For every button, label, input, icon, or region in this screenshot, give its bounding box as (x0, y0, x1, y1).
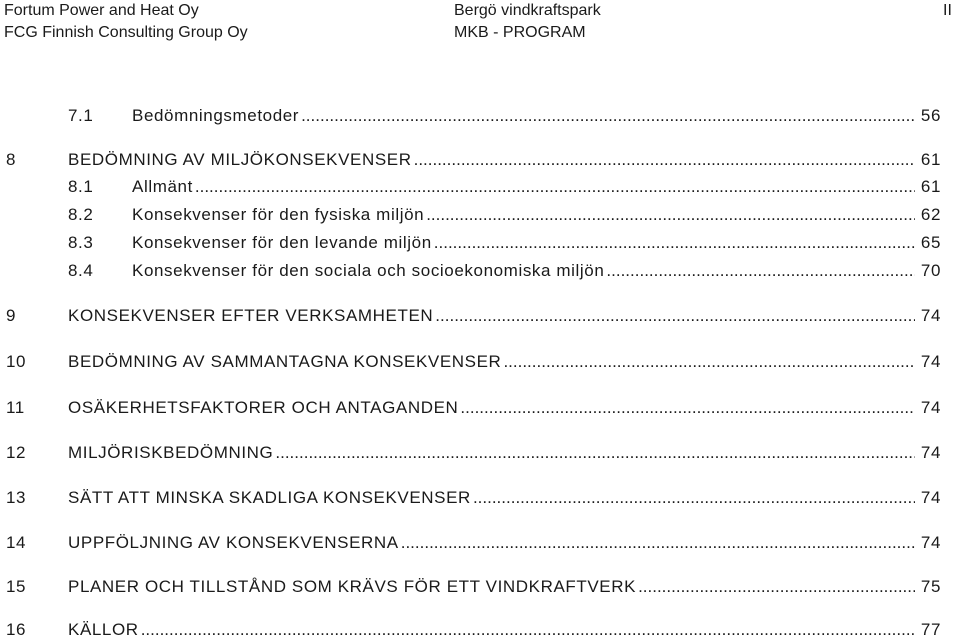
header-page-marker: II (943, 2, 952, 19)
toc-number: 9 (6, 306, 17, 325)
toc-entry[interactable] (0, 575, 959, 599)
toc-title: KÄLLOR (68, 620, 139, 639)
toc-page: 74 (920, 398, 941, 417)
header-company: Fortum Power and Heat Oy (4, 2, 199, 19)
header-middle (454, 0, 601, 44)
toc-leader (401, 531, 915, 555)
toc-page: 74 (920, 306, 941, 325)
toc-number: 16 (6, 620, 27, 639)
toc-entry[interactable] (0, 618, 959, 642)
toc-title: Konsekvenser för den levande miljön (132, 233, 432, 252)
toc-number: 15 (6, 577, 27, 596)
toc-title: SÄTT ATT MINSKA SKADLIGA KONSEKVENSER (68, 488, 471, 507)
toc-number: 10 (6, 352, 27, 371)
toc-number: 8.4 (68, 261, 94, 280)
toc-leader (435, 304, 915, 328)
toc-leader (426, 203, 915, 227)
toc-title: PLANER OCH TILLSTÅND SOM KRÄVS FÖR ETT VINDKRAFTVERK (68, 577, 637, 596)
toc-number: 14 (6, 533, 27, 552)
toc-number: 8 (6, 150, 17, 169)
toc-page: 62 (920, 205, 941, 224)
toc-number: 13 (6, 488, 27, 507)
toc-leader (460, 396, 914, 420)
toc-leader (195, 175, 915, 199)
toc-entry[interactable] (0, 396, 959, 420)
toc-number: 11 (6, 398, 25, 417)
toc-number: 7.1 (68, 106, 94, 125)
header-left (4, 0, 248, 44)
toc-leader (414, 148, 915, 172)
toc-page: 65 (920, 233, 941, 252)
toc-title: OSÄKERHETSFAKTORER OCH ANTAGANDEN (68, 398, 459, 417)
toc-entry[interactable] (0, 175, 959, 199)
toc-number: 8.3 (68, 233, 94, 252)
toc-page: 77 (920, 620, 941, 639)
header-consultant: FCG Finnish Consulting Group Oy (4, 24, 248, 41)
toc-leader (473, 486, 915, 510)
toc-leader (606, 259, 914, 283)
toc-title: MILJÖRISKBEDÖMNING (68, 443, 274, 462)
toc-page: 74 (920, 352, 941, 371)
toc-entry[interactable] (0, 304, 959, 328)
toc-entry[interactable] (0, 148, 959, 172)
toc-title: Bedömningsmetoder (132, 106, 300, 125)
toc-leader (503, 350, 914, 374)
toc-entry[interactable] (0, 441, 959, 465)
toc-page: 61 (920, 177, 941, 196)
toc-number: 12 (6, 443, 27, 462)
toc-page: 70 (920, 261, 941, 280)
toc-title: BEDÖMNING AV MILJÖKONSEKVENSER (68, 150, 412, 169)
toc-number: 8.1 (68, 177, 94, 196)
toc-title: Konsekvenser för den sociala och socioekonomiska miljön (132, 261, 605, 280)
toc-page: 75 (920, 577, 941, 596)
toc-page: 56 (920, 106, 941, 125)
toc-entry[interactable] (0, 486, 959, 510)
toc-page: 61 (920, 150, 941, 169)
toc-entry[interactable] (0, 531, 959, 555)
header-project: Bergö vindkraftspark (454, 2, 601, 19)
toc-title: KONSEKVENSER EFTER VERKSAMHETEN (68, 306, 434, 325)
toc-leader (275, 441, 915, 465)
toc-entry[interactable] (0, 104, 959, 128)
toc-entry[interactable] (0, 231, 959, 255)
header-doc-type: MKB - PROGRAM (454, 24, 586, 41)
toc-entry[interactable] (0, 259, 959, 283)
toc-leader (434, 231, 915, 255)
toc-page: 74 (920, 533, 941, 552)
toc-leader (638, 575, 915, 599)
toc-entry[interactable] (0, 203, 959, 227)
toc-page: 74 (920, 443, 941, 462)
toc-entry[interactable] (0, 350, 959, 374)
toc-leader (141, 618, 915, 642)
toc-title: BEDÖMNING AV SAMMANTAGNA KONSEKVENSER (68, 352, 502, 371)
toc-page: 74 (920, 488, 941, 507)
toc-number: 8.2 (68, 205, 94, 224)
toc-title: Allmänt (132, 177, 193, 196)
toc-leader (301, 104, 915, 128)
toc-title: Konsekvenser för den fysiska miljön (132, 205, 425, 224)
toc-title: UPPFÖLJNING AV KONSEKVENSERNA (68, 533, 399, 552)
